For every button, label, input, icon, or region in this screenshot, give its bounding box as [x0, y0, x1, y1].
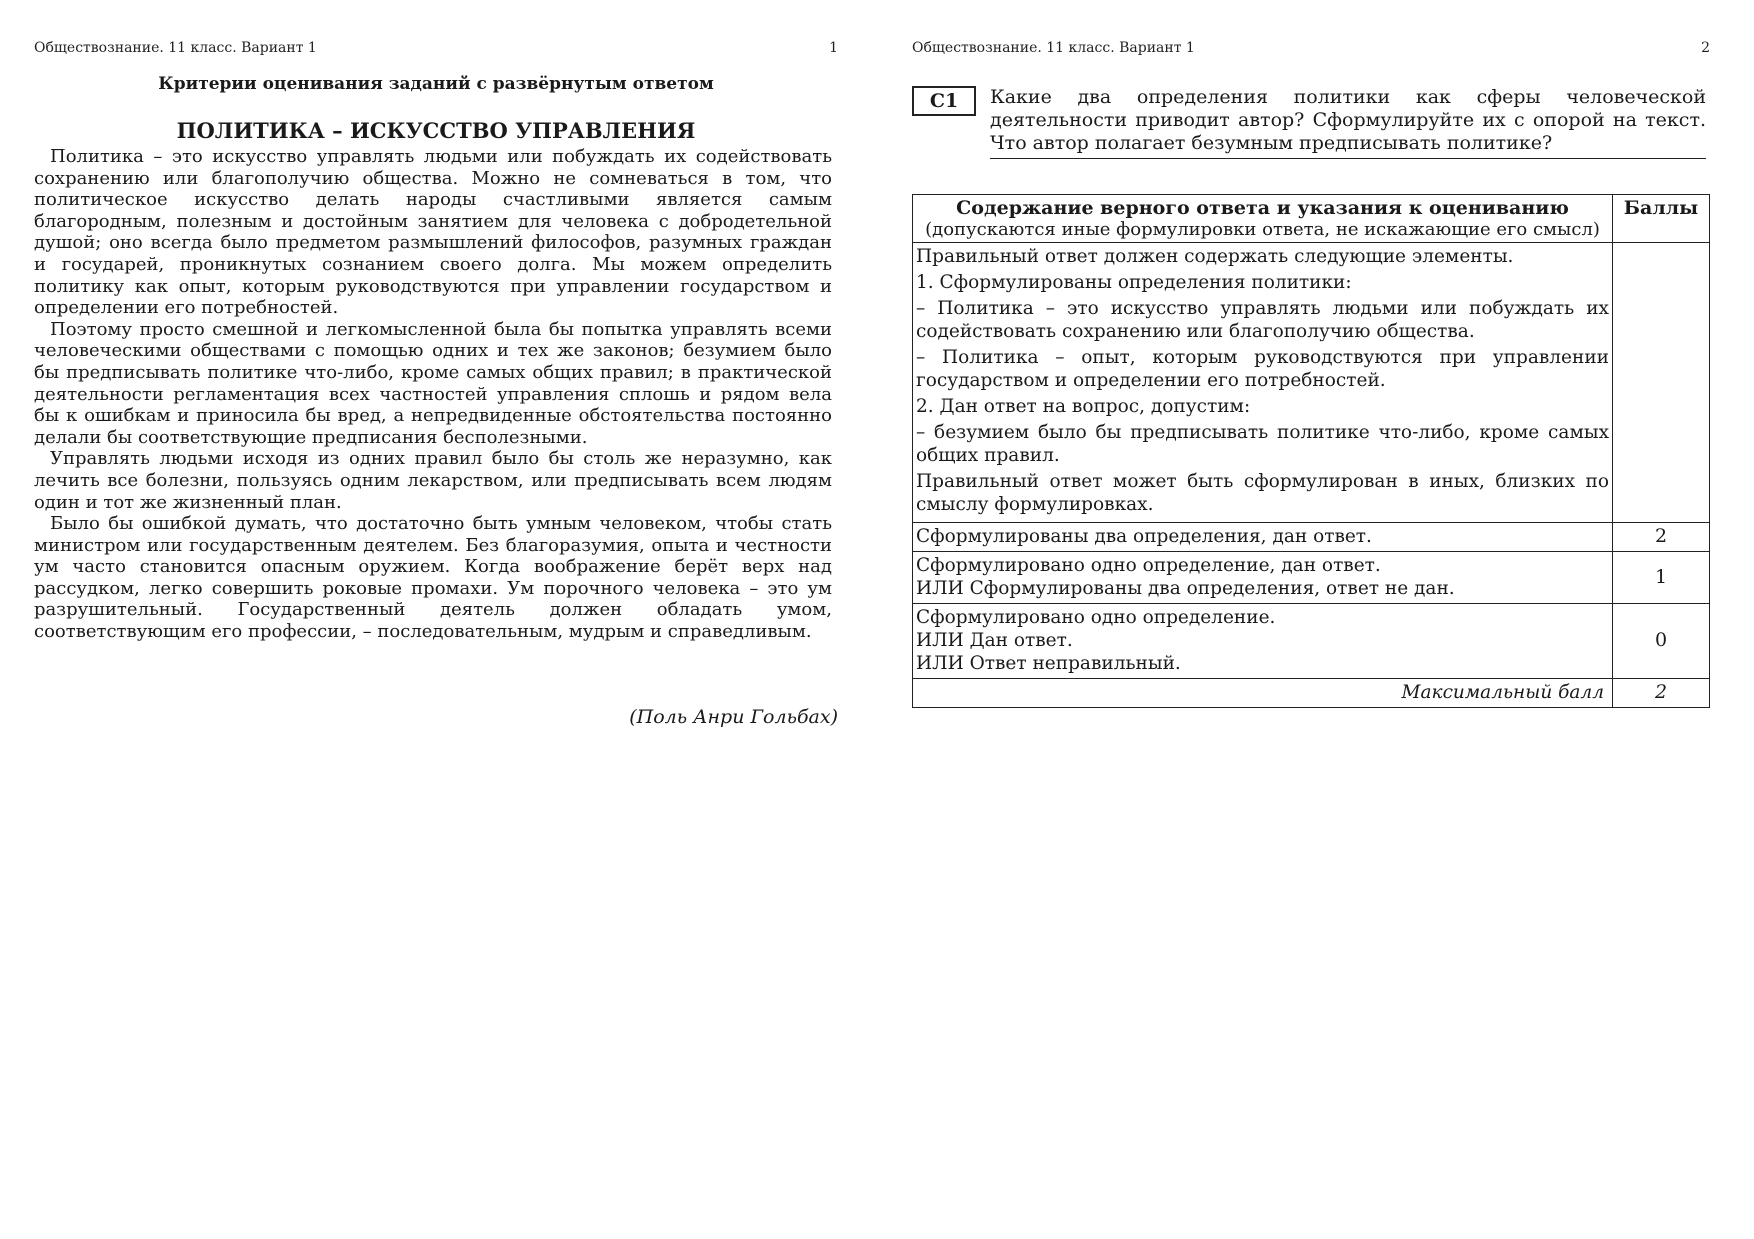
answer-element: 2. Дан ответ на вопрос, допустим: — [916, 396, 1251, 417]
score-criteria — [913, 552, 1613, 604]
text-paragraph: Управлять людьми исходя из одних правил было бы столь же неразумно, как лечить все болезни, пользуясь одним лекарством, или предписывать всем людям один и тот же жизненный план. — [34, 448, 832, 513]
score-criteria — [913, 523, 1613, 552]
score-line: Сформулировано одно определение. — [916, 607, 1276, 628]
task-label-box: С1 — [912, 86, 976, 116]
text-paragraph: Поэтому просто смешной и легкомысленной была бы попытка управлять всеми человеческими обществами с помощью одних и тех же законов; безумием было бы предписывать политике что-либо, кроме самых общих правил; в практической деятельности регламентация всех частностей управления сплошь и рядом вела бы к ошибкам и приносила бы вред, а непредвиденные обстоятельства постоянно делали бы соответствующие предписания бесполезными. — [34, 318, 832, 448]
grading-header-row — [913, 195, 1710, 243]
grading-header-note: (допускаются иные формулировки ответа, не искажающие его смысл) — [925, 219, 1600, 240]
text-paragraph: Было бы ошибкой думать, что достаточно быть умным человеком, чтобы стать министром или государственным деятелем. Без благоразумия, опыта и честности ум часто становится опасным оружием. Когда воображение берёт верх над рассудком, легко совершить роковые промахи. Ум порочного человека – это ум разрушительный. Государственный деятель должен обладать умом, соответствующим его профессии, – последовательным, мудрым и справедливым. — [34, 513, 832, 643]
answer-element: – Политика – это искусство управлять людьми или побуждать их содействовать сохранению или благополучию общества. — [916, 298, 1609, 342]
answer-elements-row — [913, 243, 1710, 523]
answer-element: Правильный ответ может быть сформулирован в иных, близких по смыслу формулировках. — [916, 471, 1609, 515]
grading-header-title: Содержание верного ответа и указания к оцениванию — [956, 197, 1569, 219]
score-line: Сформулированы два определения, дан ответ. — [916, 526, 1372, 547]
max-score-value: 2 — [1613, 679, 1710, 708]
score-line: ИЛИ Сформулированы два определения, ответ не дан. — [916, 578, 1455, 599]
score-row — [913, 523, 1710, 552]
criteria-title: Критерии оценивания заданий с развёрнутым ответом — [158, 74, 714, 94]
author-attribution: (Поль Анри Гольбах) — [629, 706, 838, 728]
right-page — [912, 0, 1710, 1239]
score-row — [913, 552, 1710, 604]
task-question-text: Какие два определения политики как сферы человеческой деятельности приводит автор? Сформулируйте их с опорой на текст. Что автор полагает безумным предписывать политике? — [990, 86, 1706, 154]
answer-element: Правильный ответ должен содержать следующие элементы. — [916, 246, 1514, 267]
running-head — [34, 40, 838, 56]
grading-header-content — [913, 195, 1613, 243]
max-score-row — [913, 679, 1710, 708]
answer-elements-points — [1613, 243, 1710, 523]
grading-header-points: Баллы — [1613, 195, 1710, 243]
text-paragraph: Политика – это искусство управлять людьми или побуждать их содействовать сохранению или благополучию общества. Можно не сомневаться в том, что политическое искусство делать народы счастливыми является самым благородным, полезным и достойным занятием для человека с добродетельной душой; оно всегда было предметом размышлений философов, разумных граждан и государей, проникнутых сознанием своего долга. Мы можем определить политику как опыт, которым руководствуются при управлении государством и определении его потребностей. — [34, 146, 832, 319]
score-line: ИЛИ Ответ неправильный. — [916, 653, 1181, 674]
running-head-title: Обществознание. 11 класс. Вариант 1 — [34, 40, 317, 56]
answer-element: – безумием было бы предписывать политике что-либо, кроме самых общих правил. — [916, 422, 1609, 466]
task-question — [990, 86, 1706, 159]
score-points: 2 — [1613, 523, 1710, 552]
score-line: ИЛИ Дан ответ. — [916, 630, 1073, 651]
answer-element: 1. Сформулированы определения политики: — [916, 272, 1352, 293]
grading-table — [912, 194, 1710, 708]
score-points: 1 — [1613, 552, 1710, 604]
score-criteria — [913, 604, 1613, 679]
page-number: 1 — [829, 40, 838, 56]
running-head — [912, 40, 1710, 56]
text-body — [34, 146, 832, 643]
running-head-title: Обществознание. 11 класс. Вариант 1 — [912, 40, 1195, 56]
score-line: Сформулировано одно определение, дан ответ. — [916, 555, 1381, 576]
answer-elements — [913, 243, 1613, 523]
answer-element: – Политика – опыт, которым руководствуются при управлении государством и определении его потребностей. — [916, 347, 1609, 391]
text-title: ПОЛИТИКА – ИСКУССТВО УПРАВЛЕНИЯ — [176, 118, 696, 143]
score-points: 0 — [1613, 604, 1710, 679]
left-page — [34, 0, 838, 1239]
page-number: 2 — [1701, 40, 1710, 56]
max-score-label: Максимальный балл — [913, 679, 1613, 708]
score-row — [913, 604, 1710, 679]
